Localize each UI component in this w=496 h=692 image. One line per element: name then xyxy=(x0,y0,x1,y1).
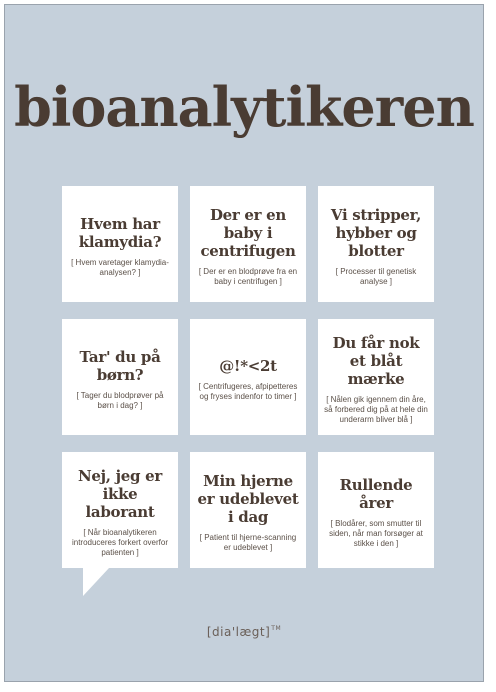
poster xyxy=(4,4,484,682)
trademark-mark: TM xyxy=(271,625,282,632)
card-note: [ Når bioanalytikeren introduceres forkert overfor patienten ] xyxy=(71,527,169,557)
card-headline: Nej, jeg er ikke laborant xyxy=(78,466,162,521)
card-headline: Du får nok et blåt mærke xyxy=(332,333,420,388)
card-9 xyxy=(318,452,434,568)
logo-text: [dia'lægt] xyxy=(206,625,271,639)
card-7 xyxy=(62,452,178,568)
poster-title: bioanalytikeren xyxy=(14,75,474,139)
card-note: [ Processer til genetisk analyse ] xyxy=(335,266,417,286)
brand-logo xyxy=(5,625,483,639)
card-note: [ Hvem varetager klamydia-analysen? ] xyxy=(71,257,169,277)
card-headline: Min hjerne er udeblevet i dag xyxy=(197,471,299,526)
card-note: [ Der er en blodprøve fra en baby i centrifugen ] xyxy=(198,266,298,286)
speech-bubble-tail xyxy=(83,568,109,596)
card-2 xyxy=(190,186,306,302)
card-headline: @!*<2t xyxy=(219,356,277,375)
card-headline: Rullende årer xyxy=(339,475,413,512)
card-8 xyxy=(190,452,306,568)
card-note: [ Nålen gik igennem din åre, så forbered dig på at hele din underarm bliver blå ] xyxy=(324,394,428,424)
card-3 xyxy=(318,186,434,302)
card-6 xyxy=(318,319,434,435)
card-headline: Tar' du på børn? xyxy=(79,347,161,384)
card-note: [ Tager du blodprøver på børn i dag? ] xyxy=(76,390,164,410)
card-note: [ Blodårer, som smutter til siden, når man forsøger at stikke i den ] xyxy=(329,518,423,548)
card-note: [ Patient til hjerne-scanning er udeblevet ] xyxy=(199,532,297,552)
card-headline: Der er en baby i centrifugen xyxy=(200,205,296,260)
card-1 xyxy=(62,186,178,302)
card-5 xyxy=(190,319,306,435)
card-grid xyxy=(62,186,434,568)
card-headline: Hvem har klamydia? xyxy=(78,214,162,251)
card-note: [ Centrifugeres, afpipetteres og fryses indenfor to timer ] xyxy=(198,381,298,401)
card-4 xyxy=(62,319,178,435)
card-headline: Vi stripper, hybber og blotter xyxy=(330,205,422,260)
